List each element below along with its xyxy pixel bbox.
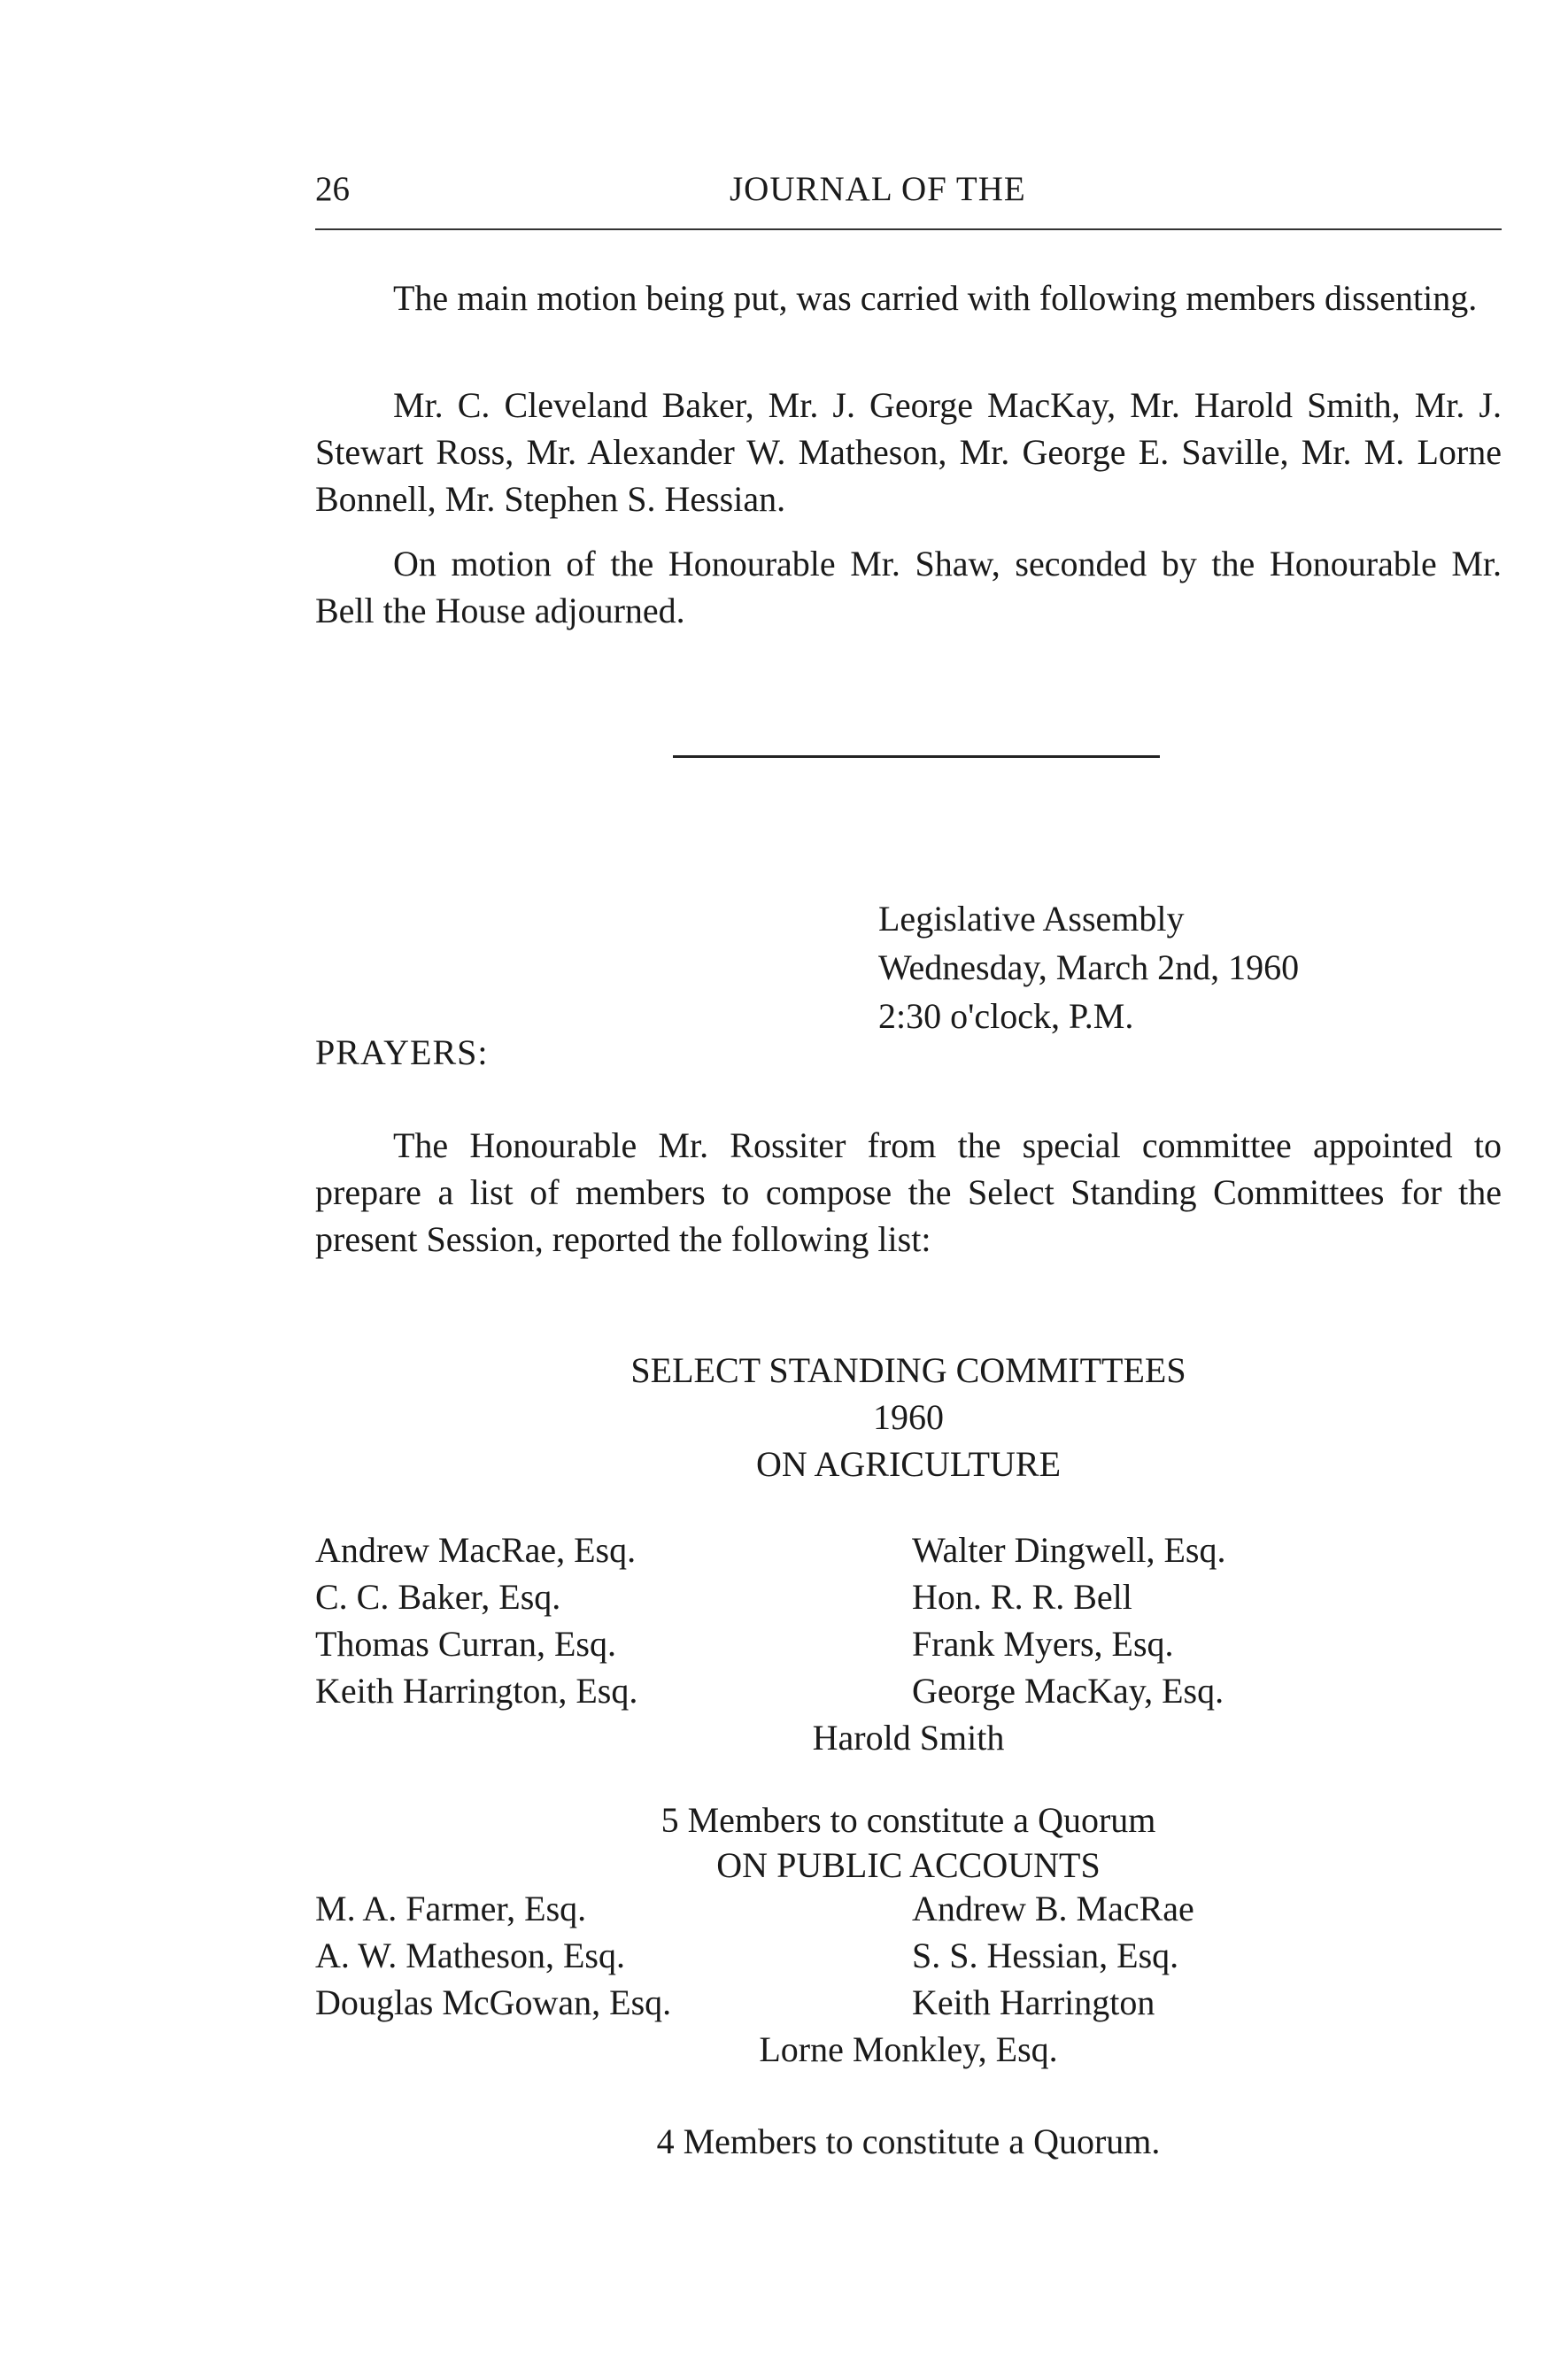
main-motion-paragraph: The main motion being put, was carried with following members dissenting. (393, 278, 1478, 318)
sitting-header (878, 894, 1299, 1040)
public-accounts-quorum: 4 Members to constitute a Quorum. (656, 2121, 1161, 2161)
public-accounts-member: S. S. Hessian, Esq. (912, 1936, 1179, 1975)
public-accounts-heading: ON PUBLIC ACCOUNTS (716, 1845, 1101, 1885)
agriculture-member: George MacKay, Esq. (912, 1671, 1224, 1711)
agriculture-member: Thomas Curran, Esq. (315, 1624, 616, 1664)
sitting-date: Wednesday, March 2nd, 1960 (878, 947, 1300, 987)
page-number: 26 (315, 170, 350, 208)
sitting-time: 2:30 o'clock, P.M. (878, 996, 1134, 1036)
agriculture-member-last: Harold Smith (812, 1718, 1005, 1758)
public-accounts-member: A. W. Matheson, Esq. (315, 1936, 625, 1975)
prayers-label: PRAYERS: (315, 1032, 489, 1072)
public-accounts-member: Douglas McGowan, Esq. (315, 1982, 672, 2022)
report-paragraph: The Honourable Mr. Rossiter from the special committee appointed to prepare a list of members to compose the Select Standing Committees for the present Session, reported the following list: (315, 1125, 1502, 1259)
agriculture-member: Hon. R. R. Bell (912, 1577, 1132, 1617)
committees-year: 1960 (873, 1397, 944, 1437)
public-accounts-member: Andrew B. MacRae (912, 1889, 1194, 1928)
dissenters-paragraph: Mr. C. Cleveland Baker, Mr. J. George MacKay, Mr. Harold Smith, Mr. J. Stewart Ross, Mr. Alexander W. Matheson, Mr. George E. Saville, Mr. M. Lorne Bonnell, Mr. Stephen S. Hessian. (315, 385, 1502, 519)
adjournment-paragraph: On motion of the Honourable Mr. Shaw, seconded by the Honourable Mr. Bell the House adjourned. (315, 544, 1502, 630)
agriculture-member: Keith Harrington, Esq. (315, 1671, 638, 1711)
agriculture-member: Andrew MacRae, Esq. (315, 1530, 637, 1570)
running-head: JOURNAL OF THE (730, 170, 1026, 208)
agriculture-member: Walter Dingwell, Esq. (912, 1530, 1226, 1570)
committees-title: SELECT STANDING COMMITTEES (630, 1350, 1186, 1390)
sitting-body: Legislative Assembly (878, 899, 1185, 939)
public-accounts-member: M. A. Farmer, Esq. (315, 1889, 587, 1928)
agriculture-heading: ON AGRICULTURE (755, 1444, 1062, 1484)
agriculture-member: Frank Myers, Esq. (912, 1624, 1174, 1664)
section-divider (673, 755, 1160, 758)
header-rule (315, 228, 1502, 230)
agriculture-member: C. C. Baker, Esq. (315, 1577, 561, 1617)
agriculture-quorum: 5 Members to constitute a Quorum (660, 1800, 1156, 1840)
public-accounts-member-last: Lorne Monkley, Esq. (759, 2029, 1058, 2069)
public-accounts-member: Keith Harrington (912, 1982, 1155, 2022)
